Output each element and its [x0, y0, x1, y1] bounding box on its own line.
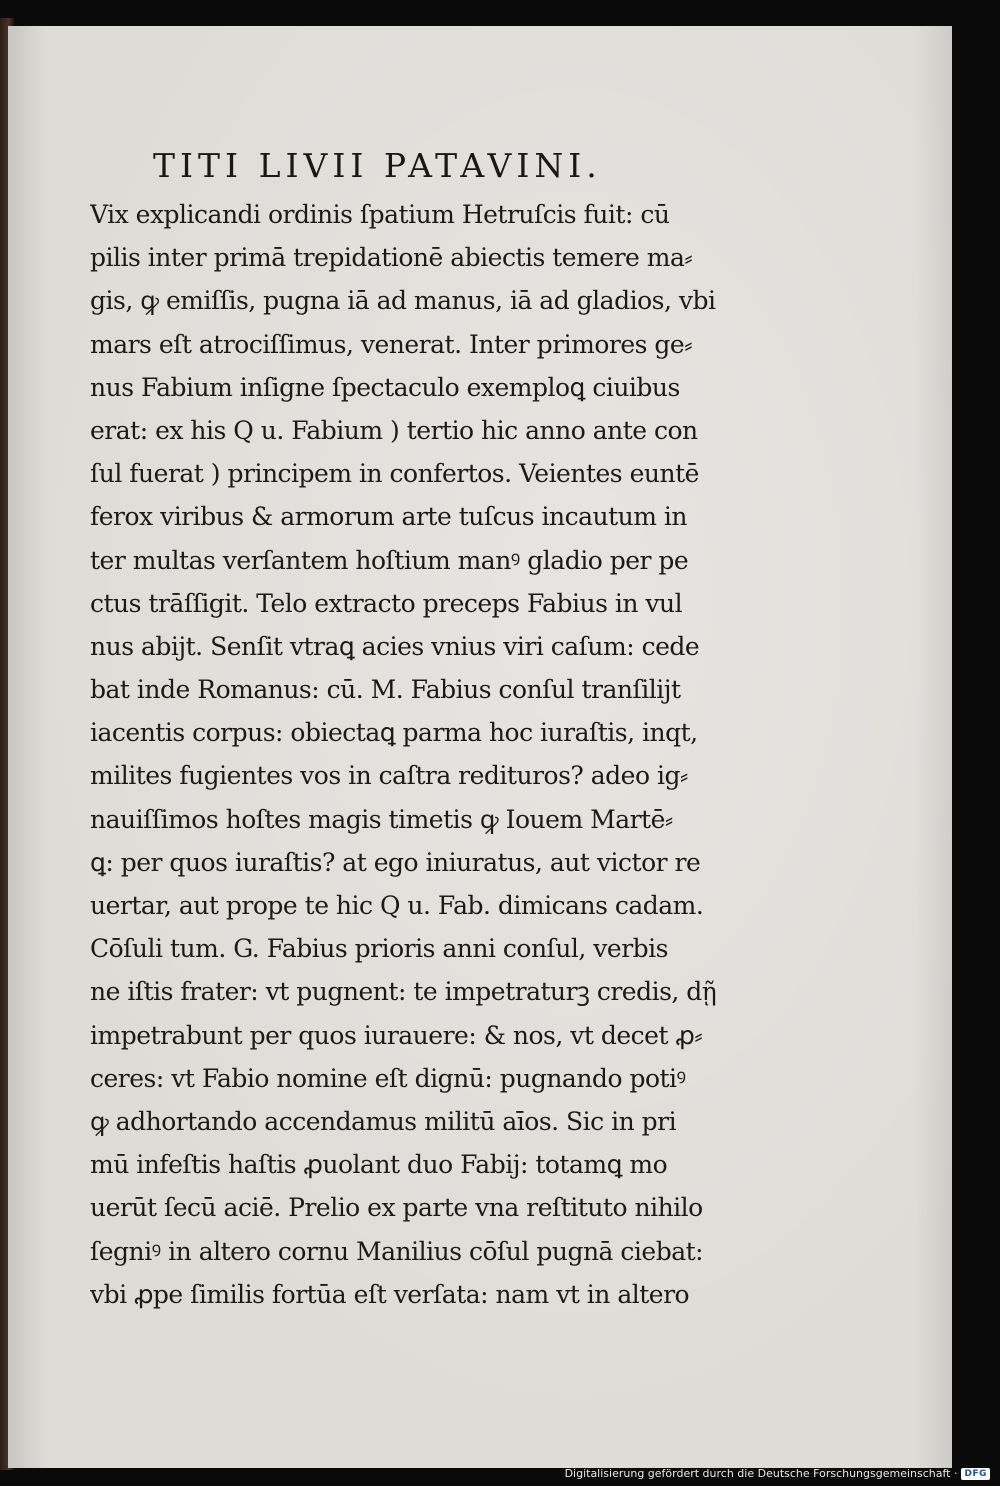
- text-line-16: ꝗ: per quos iuraſtis? at ego iniuratus, aut victor re: [90, 847, 701, 877]
- text-line-1: Vix explicandi ordinis ſpatium Hetruſcis fuit: cū: [90, 200, 670, 229]
- text-line-3: gis, ꝙ emiſſis, pugna iā ad manus, iā ad gladios, vbi: [90, 286, 716, 316]
- text-line-18: Cōſuli tum. G. Fabius prioris anni conſul, verbis: [90, 934, 668, 964]
- text-line-24: uerūt ſecū aciē. Prelio ex parte vna reſtituto nihilo: [90, 1193, 703, 1223]
- text-line-17: uertar, aut prope te hic Q u. Fab. dimicans cadam.: [90, 891, 704, 920]
- funding-credit: [565, 1467, 990, 1480]
- book-page: [8, 26, 952, 1468]
- text-line-19: ne iſtis frater: vt pugnent: te impetraturꝫ credis, dῇ: [90, 977, 717, 1007]
- text-line-9: ter multas verſantem hoſtium manꝰ gladio per pe: [90, 545, 689, 575]
- text-line-26: vbi ꝓpe ſimilis fortūa eſt verſata: nam vt in altero: [90, 1279, 690, 1309]
- text-line-5: nus Fabium inſigne ſpectaculo exemploꝗ ciuibus: [90, 372, 680, 402]
- text-line-21: ceres: vt Fabio nomine eſt dignū: pugnando potiꝰ: [90, 1063, 686, 1093]
- text-line-13: iacentis corpus: obiectaꝗ parma hoc iuraſtis, inqt,: [90, 718, 698, 748]
- text-line-6: erat: ex his Q u. Fabium ) tertio hic anno ante con: [90, 415, 698, 445]
- text-line-14: milites fugientes vos in caſtra redituros? adeo ig⸗: [90, 761, 688, 791]
- text-line-15: nauiſſimos hoſtes magis timetis ꝙ Iouem Martē⸗: [90, 804, 673, 834]
- text-line-23: mū infeſtis haſtis ꝓuolant duo Fabij: totamꝗ mo: [90, 1150, 668, 1180]
- text-line-10: ctus trāſſigit. Telo extracto preceps Fabius in vul: [90, 588, 683, 618]
- dfg-logo: DFG: [961, 1468, 990, 1480]
- text-line-2: pilis inter primā trepidationē abiectis temere ma⸗: [90, 243, 693, 273]
- running-head: TITI LIVII PATAVINI.: [153, 146, 602, 185]
- text-line-4: mars eſt atrociſſimus, venerat. Inter primores ge⸗: [90, 329, 693, 359]
- funding-credit-text: Digitalisierung gefördert durch die Deutsche Forschungsgemeinschaft ·: [564, 1467, 958, 1480]
- text-line-7: ſul fuerat ) principem in confertos. Veientes euntē: [90, 459, 699, 489]
- text-line-20: impetrabunt per quos iurauere: & nos, vt decet ꝓ⸗: [90, 1020, 703, 1050]
- text-line-8: ferox viribus & armorum arte tuſcus incautum in: [90, 502, 687, 532]
- text-line-25: ſegniꝰ in altero cornu Manilius cōſul pugnā ciebat:: [90, 1236, 704, 1266]
- text-line-12: bat inde Romanus: cū. M. Fabius conſul tranſilijt: [90, 675, 681, 705]
- text-line-22: ꝙ adhortando accendamus militū aīos. Sic in pri: [90, 1106, 677, 1136]
- text-line-11: nus abijt. Senſit vtraꝗ acies vnius viri caſum: cede: [90, 631, 700, 661]
- text-block: [90, 193, 730, 1316]
